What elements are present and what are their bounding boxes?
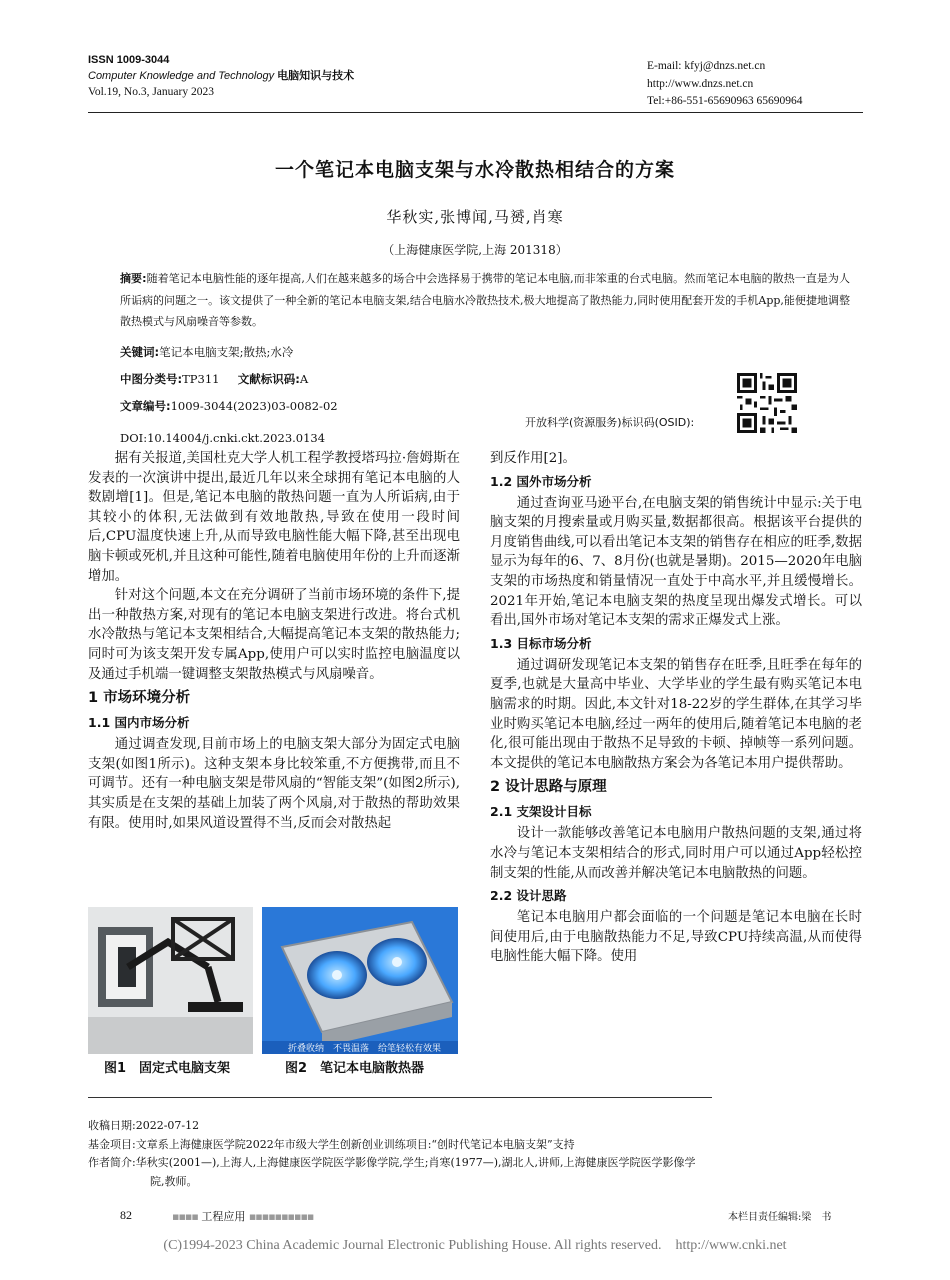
fixed-monitor-stand-illustration <box>88 907 253 1054</box>
figure-1-caption: 图1 固定式电脑支架 <box>104 1061 231 1076</box>
subsection-heading-2-1: 2.1 支架设计目标 <box>490 804 592 820</box>
footnote-rule <box>88 1097 712 1098</box>
authors: 华秋实,张博闻,马赟,肖寒 <box>386 208 564 226</box>
fund-project: 基金项目:文章系上海健康医学院2022年市级大学生创新创业训练项目:“创时代笔记本电脑支架”支持 <box>88 1137 575 1151</box>
page-number: 82 <box>120 1208 132 1222</box>
journal-tel: Tel:+86-551-65690963 65690964 <box>647 95 803 107</box>
figure-2-overlay-text: 折叠收纳 不畏温落 给笔轻松有效果 <box>288 1044 442 1054</box>
received-date: 收稿日期:2022-07-12 <box>88 1119 200 1132</box>
right-column <box>490 449 862 967</box>
copyright-notice: (C)1994-2023 China Academic Journal Electronic Publishing House. All rights reserved. http://www.cnki.net <box>163 1238 787 1253</box>
section-name: ▪▪▪▪ 工程应用 ▪▪▪▪▪▪▪▪▪▪ <box>172 1210 314 1223</box>
volume-info: Vol.19, No.3, January 2023 <box>88 86 214 98</box>
article-number: 文章编号:1009-3044(2023)03-0082-02 <box>120 399 338 413</box>
article-title: 一个笔记本电脑支架与水冷散热相结合的方案 <box>274 159 675 181</box>
subsection-heading-1-1: 1.1 国内市场分析 <box>88 715 190 731</box>
left-column <box>88 449 460 833</box>
journal-name: Computer Knowledge and Technology 电脑知识与技术 <box>88 70 355 82</box>
section-dots-right-icon: ▪▪▪▪▪▪▪▪▪▪ <box>248 1210 314 1223</box>
abstract: 摘要:随着笔记本电脑性能的逐年提高,人们在越来越多的场合中会选择易于携带的笔记本电脑,而非笨重的台式电脑。然而笔记本电脑的散热一直是为人所诟病的问题之一。该文提供了一种全新的笔记本电脑支架,结合电脑水冷散热技术,极大地提高了散热能力,同时使用配套开发的手机App,能便捷地调整散热模式与风扇噪音等参数。 <box>120 272 850 328</box>
section-heading-2: 2 设计思路与原理 <box>490 779 607 796</box>
osid-qr-code[interactable] <box>737 373 797 433</box>
classification: 中图分类号:TP311 文献标识码:A <box>120 372 309 386</box>
subsection-heading-2-2: 2.2 设计思路 <box>490 888 567 904</box>
continued-text: 到反作用[2]。 <box>490 451 576 466</box>
design-goal-paragraph: 设计一款能够改善笔记本电脑用户散热问题的支架,通过将水冷与笔记本支架相结合的形式,同时用户可以通过App轻松控制支架的性能,从而改善并解决笔记本电脑散热的问题。 <box>490 826 862 881</box>
header-rule <box>88 112 863 113</box>
journal-header-left <box>88 52 354 100</box>
keywords: 关键词:笔记本电脑支架;散热;水冷 <box>120 345 294 359</box>
figure-2-image <box>262 907 458 1054</box>
intro-paragraph-1: 据有关报道,美国杜克大学人机工程学教授塔玛拉·詹姆斯在发表的一次演讲中提出,最近几年以来全球拥有笔记本电脑的人数剧增[1]。但是,笔记本电脑的散热问题一直为人所诟病,由于其较小的体积,无法做到有效地散热,导致在使用一段时间后,CPU温度快速上升,从而导致电脑性能大幅下降,甚至出现电脑卡顿或死机,并且这种可能性,随着电脑使用年份的上升而逐渐增加。 <box>88 451 460 584</box>
issn: ISSN 1009-3044 <box>88 54 170 66</box>
journal-header-right <box>647 58 803 111</box>
doi: DOI:10.14004/j.cnki.ckt.2023.0134 <box>120 431 326 445</box>
column-editor: 本栏目责任编辑:梁 书 <box>728 1212 832 1223</box>
affiliation: （上海健康医学院,上海 201318） <box>382 243 568 257</box>
subsection-heading-1-2: 1.2 国外市场分析 <box>490 473 592 489</box>
figure-1-image <box>88 907 253 1054</box>
journal-email: E-mail: kfyj@dnzs.net.cn <box>647 60 766 72</box>
design-idea-paragraph: 笔记本电脑用户都会面临的一个问题是笔记本电脑在长时间使用后,由于电脑散热能力不足,导致CPU持续高温,从而使得电脑性能大幅下降。使用 <box>490 910 862 965</box>
section-heading-1: 1 市场环境分析 <box>88 690 191 707</box>
subsection-heading-1-3: 1.3 目标市场分析 <box>490 635 592 651</box>
journal-website: http://www.dnzs.net.cn <box>647 77 754 90</box>
target-market-paragraph: 通过调研发现笔记本支架的销售存在旺季,且旺季在每年的夏季,也就是大量高中毕业、大学毕业的学生最有购买笔记本电脑需求的时期。因此,本文针对18-22岁的学生群体,在其学习毕业时购买笔记本电脑,经过一两年的使用后,随着笔记本电脑的老化,很可能出现由于散热不足导致的卡顿、掉帧等一系列问题。本文提供的笔记本电脑散热方案会为各笔记本用户提供帮助。 <box>490 657 862 771</box>
foreign-market-paragraph: 通过查询亚马逊平台,在电脑支架的销售统计中显示:关于电脑支架的月搜索量或月购买量,数据都很高。根据该平台提供的月度销售曲线,可以看出笔记本支架的销售存在相应的旺季,数据显示为每年的6、7、8月份(也就是暑期)。2015—2020年电脑支架的市场热度和销量情况一直处于中高水平,并且缓慢增长。2021年开始,笔记本电脑支架的热度呈现出爆发式增长。可以看出,国外市场对笔记本支架的需求正爆发式上涨。 <box>490 495 862 629</box>
osid-label: 开放科学(资源服务)标识码(OSID): <box>525 416 695 429</box>
domestic-paragraph: 通过调查发现,目前市场上的电脑支架大部分为固定式电脑支架(如图1所示)。这种支架本身比较笨重,不方便携带,而且不可调节。还有一种电脑支架是带风扇的“智能支架”(如图2所示),其实质是在支架的基础上加装了两个风扇,对于散热的帮助效果有限。使用时,如果风道设置得不当,反而会对散热起 <box>88 737 460 831</box>
author-bio-continued: 院,教师。 <box>150 1174 198 1188</box>
footnotes <box>88 1117 868 1191</box>
figure-2-caption: 图2 笔记本电脑散热器 <box>285 1061 425 1076</box>
section-dots-left-icon: ▪▪▪▪ <box>172 1210 198 1223</box>
laptop-cooler-illustration <box>262 907 458 1054</box>
intro-paragraph-2: 针对这个问题,本文在充分调研了当前市场环境的条件下,提出一种散热方案,对现有的笔记本电脑支架进行改进。将台式机水冷散热与笔记本支架相结合,大幅提高笔记本支架的散热能力;同时可为该支架开发专属App,使用户可以实时监控电脑温度以及通过手机端一键调整支架散热模式与风扇噪音。 <box>88 588 460 682</box>
author-bio: 作者简介:华秋实(2001—),上海人,上海健康医学院医学影像学院,学生;肖寒(1977—),湖北人,讲师,上海健康医学院医学影像学 <box>88 1156 696 1169</box>
